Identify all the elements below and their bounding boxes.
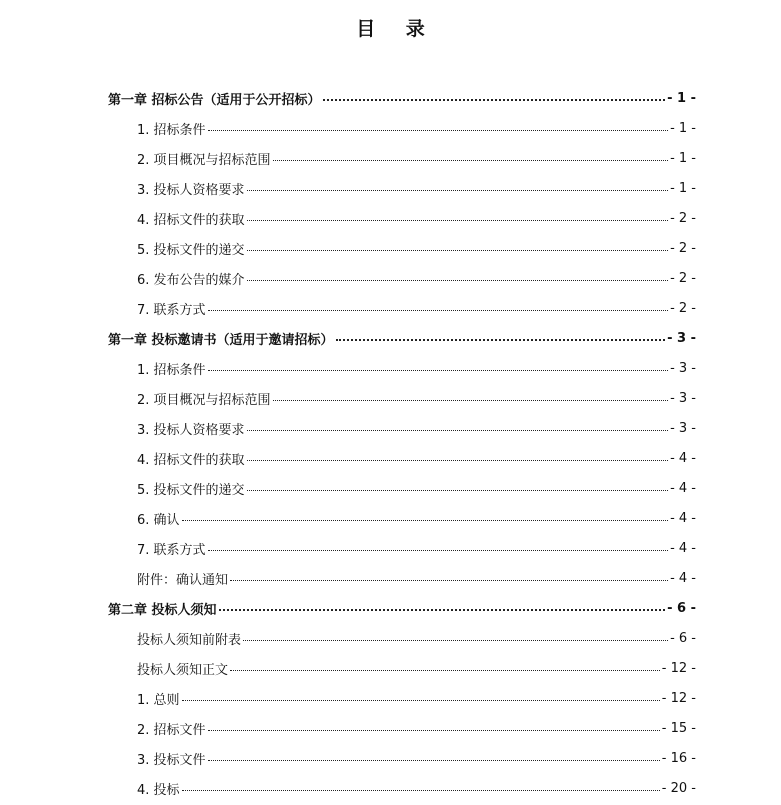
toc-entry-label: 附件：确认通知 [137,572,229,588]
toc-entry-label: 第一章 投标邀请书（适用于邀请招标） [108,332,334,348]
toc-chapter-entry[interactable] [108,323,696,353]
toc-section-entry[interactable] [137,173,696,203]
toc-dot-leader [208,130,669,131]
toc-section-entry[interactable] [137,683,696,713]
toc-dot-leader [182,790,660,791]
toc-section-entry[interactable] [137,443,696,473]
toc-entry-label: 3. 投标人资格要求 [137,182,245,198]
toc-dot-leader [336,339,666,341]
toc-entry-label: 2. 项目概况与招标范围 [137,152,271,168]
toc-section-entry[interactable] [137,563,696,593]
toc-page-number: - 12 - [661,660,696,676]
toc-section-entry[interactable] [137,743,696,773]
toc-entry-label: 投标人须知正文 [137,662,229,678]
toc-page-number: - 2 - [670,300,696,316]
toc-section-entry[interactable] [137,203,696,233]
toc-section-entry[interactable] [137,113,696,143]
toc-entry-label: 6. 发布公告的媒介 [137,272,245,288]
toc-entry-label: 1. 总则 [137,692,180,708]
toc-dot-leader [323,99,666,101]
toc-chapter-entry[interactable] [108,593,696,623]
toc-dot-leader [273,400,669,401]
toc-page-number: - 3 - [667,330,696,346]
toc-entry-label: 4. 投标 [137,782,180,798]
toc-dot-leader [182,520,669,521]
toc-entry-label: 第二章 投标人须知 [108,602,217,618]
toc-entry-label: 2. 招标文件 [137,722,206,738]
toc-page-number: - 4 - [670,450,696,466]
toc-dot-leader [247,460,669,461]
toc-section-entry[interactable] [137,293,696,323]
toc-entry-label: 4. 招标文件的获取 [137,212,245,228]
toc-section-entry[interactable] [137,533,696,563]
toc-section-entry[interactable] [137,623,696,653]
toc-page-number: - 2 - [670,240,696,256]
toc-page-number: - 1 - [667,90,696,106]
document-title: 目 录 [356,18,437,40]
toc-entry-label: 3. 投标文件 [137,752,206,768]
toc-page-number: - 1 - [670,180,696,196]
toc-entry-label: 5. 投标文件的递交 [137,482,245,498]
toc-page-number: - 1 - [670,120,696,136]
toc-dot-leader [230,670,660,671]
toc-dot-leader [219,609,666,611]
toc-dot-leader [243,640,668,641]
toc-page-number: - 2 - [670,270,696,286]
toc-entry-label: 7. 联系方式 [137,542,206,558]
toc-dot-leader [247,490,669,491]
toc-dot-leader [208,370,669,371]
toc-page-number: - 2 - [670,210,696,226]
toc-entry-label: 5. 投标文件的递交 [137,242,245,258]
toc-dot-leader [182,700,660,701]
toc-page-number: - 12 - [661,690,696,706]
toc-section-entry[interactable] [137,353,696,383]
toc-page-number: - 4 - [670,480,696,496]
toc-section-entry[interactable] [137,383,696,413]
toc-section-entry[interactable] [137,473,696,503]
toc-section-entry[interactable] [137,263,696,293]
toc-section-entry[interactable] [137,233,696,263]
toc-entry-label: 7. 联系方式 [137,302,206,318]
toc-dot-leader [208,760,660,761]
toc-dot-leader [247,190,669,191]
toc-section-entry[interactable] [137,713,696,743]
toc-dot-leader [273,160,669,161]
toc-dot-leader [247,250,669,251]
toc-page-number: - 3 - [670,360,696,376]
toc-section-entry[interactable] [137,143,696,173]
toc-chapter-entry[interactable] [108,83,696,113]
toc-dot-leader [247,220,669,221]
toc-section-entry[interactable] [137,413,696,443]
toc-page-number: - 6 - [670,630,696,646]
toc-page-number: - 6 - [667,600,696,616]
toc-page-number: - 1 - [670,150,696,166]
toc-section-entry[interactable] [137,773,696,803]
toc-page-number: - 20 - [661,780,696,796]
toc-dot-leader [230,580,668,581]
toc-section-entry[interactable] [137,503,696,533]
toc-page-number: - 15 - [661,720,696,736]
toc-entry-label: 1. 招标条件 [137,362,206,378]
toc-entry-label: 第一章 招标公告（适用于公开招标） [108,92,321,108]
toc-page-number: - 3 - [670,420,696,436]
toc-entry-label: 3. 投标人资格要求 [137,422,245,438]
toc-entry-label: 投标人须知前附表 [137,632,242,648]
toc-page-number: - 4 - [670,540,696,556]
toc-dot-leader [247,430,669,431]
toc-entry-label: 4. 招标文件的获取 [137,452,245,468]
toc-page-number: - 16 - [661,750,696,766]
toc-page-number: - 4 - [670,570,696,586]
toc-page-number: - 4 - [670,510,696,526]
toc-dot-leader [208,730,660,731]
toc-entry-label: 6. 确认 [137,512,180,528]
toc-entry-label: 2. 项目概况与招标范围 [137,392,271,408]
toc-entry-label: 1. 招标条件 [137,122,206,138]
toc-dot-leader [247,280,669,281]
toc-dot-leader [208,310,669,311]
toc-section-entry[interactable] [137,653,696,683]
toc-page-number: - 3 - [670,390,696,406]
toc-dot-leader [208,550,669,551]
